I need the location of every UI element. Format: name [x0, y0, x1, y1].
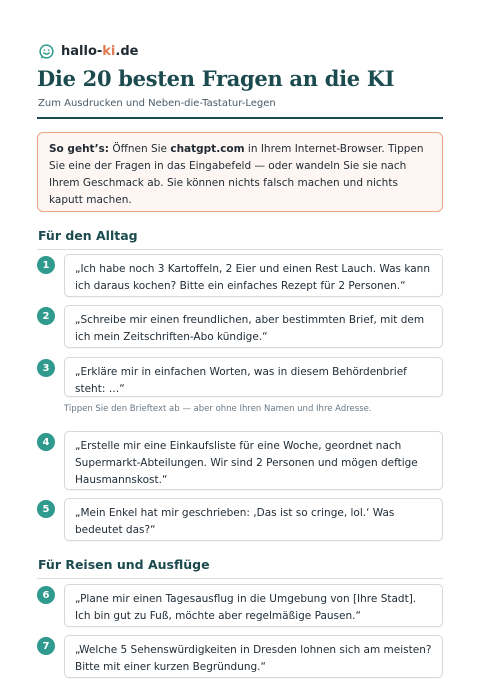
- section-divider: [37, 249, 443, 250]
- section-alltag: [37, 228, 443, 250]
- brand-logo[interactable]: [38, 41, 138, 61]
- question-card: „Erkläre mir in einfachen Worten, was in diesem Behördenbrief steht: …“: [64, 357, 443, 397]
- question-card: „Erstelle mir eine Einkaufsliste für eine Woche, geordnet nach Supermarkt-Abteilungen. Wir sind 2 Personen und mögen deftige Hausmannskost.“: [64, 431, 443, 490]
- question-card: „Mein Enkel hat mir geschrieben: ‚Das ist so cringe, lol.‘ Was bedeutet das?“: [64, 498, 443, 541]
- question-number-badge: 7: [37, 637, 55, 655]
- question-card: „Plane mir einen Tagesausflug in die Umgebung von [Ihre Stadt]. Ich bin gut zu Fuß, möchte aber regelmäßige Pausen.“: [64, 584, 443, 627]
- section-title: Für Reisen und Ausflüge: [38, 557, 210, 572]
- question-number-badge: 2: [37, 307, 55, 325]
- question-number-badge: 3: [37, 359, 55, 377]
- instructions-site: chatgpt.com: [170, 143, 245, 155]
- section-reisen: [37, 557, 443, 579]
- instructions-text-post: in Ihrem Internet-Browser. Tippen Sie eine der Fragen in das Eingabefeld — oder wandeln Sie sie nach Ihrem Geschmack ab. Sie können nichts falsch machen und nichts kaputt machen.: [49, 143, 424, 206]
- instructions-text-pre: Öffnen Sie: [109, 143, 171, 155]
- page-title: Die 20 besten Fragen an die KI: [37, 66, 395, 91]
- section-divider: [37, 578, 443, 579]
- question-number-badge: 1: [37, 256, 55, 274]
- question-number-badge: 5: [37, 500, 55, 518]
- question-card: „Welche 5 Sehenswürdigkeiten in Dresden lohnen sich am meisten? Bitte mit einer kurzen Begründung.“: [64, 635, 443, 678]
- question-number-badge: 4: [37, 433, 55, 451]
- smiley-chat-icon: [38, 43, 55, 60]
- question-number-badge: 6: [37, 586, 55, 604]
- page-subtitle: Zum Ausdrucken und Neben-die-Tastatur-Legen: [38, 98, 276, 109]
- instructions-box: [37, 132, 443, 212]
- title-divider: [37, 117, 443, 119]
- question-hint: Tippen Sie den Brieftext ab — aber ohne Ihren Namen und Ihre Adresse.: [64, 404, 372, 414]
- instructions-lead: So geht’s:: [49, 143, 110, 155]
- section-title: Für den Alltag: [38, 228, 138, 243]
- question-card: „Schreibe mir einen freundlichen, aber bestimmten Brief, mit dem ich mein Zeitschriften-Abo kündige.“: [64, 305, 443, 348]
- question-card: „Ich habe noch 3 Kartoffeln, 2 Eier und einen Rest Lauch. Was kann ich daraus kochen? Bitte ein einfaches Rezept für 2 Personen.“: [64, 254, 443, 297]
- brand-name: hallo-ki.de: [61, 43, 139, 59]
